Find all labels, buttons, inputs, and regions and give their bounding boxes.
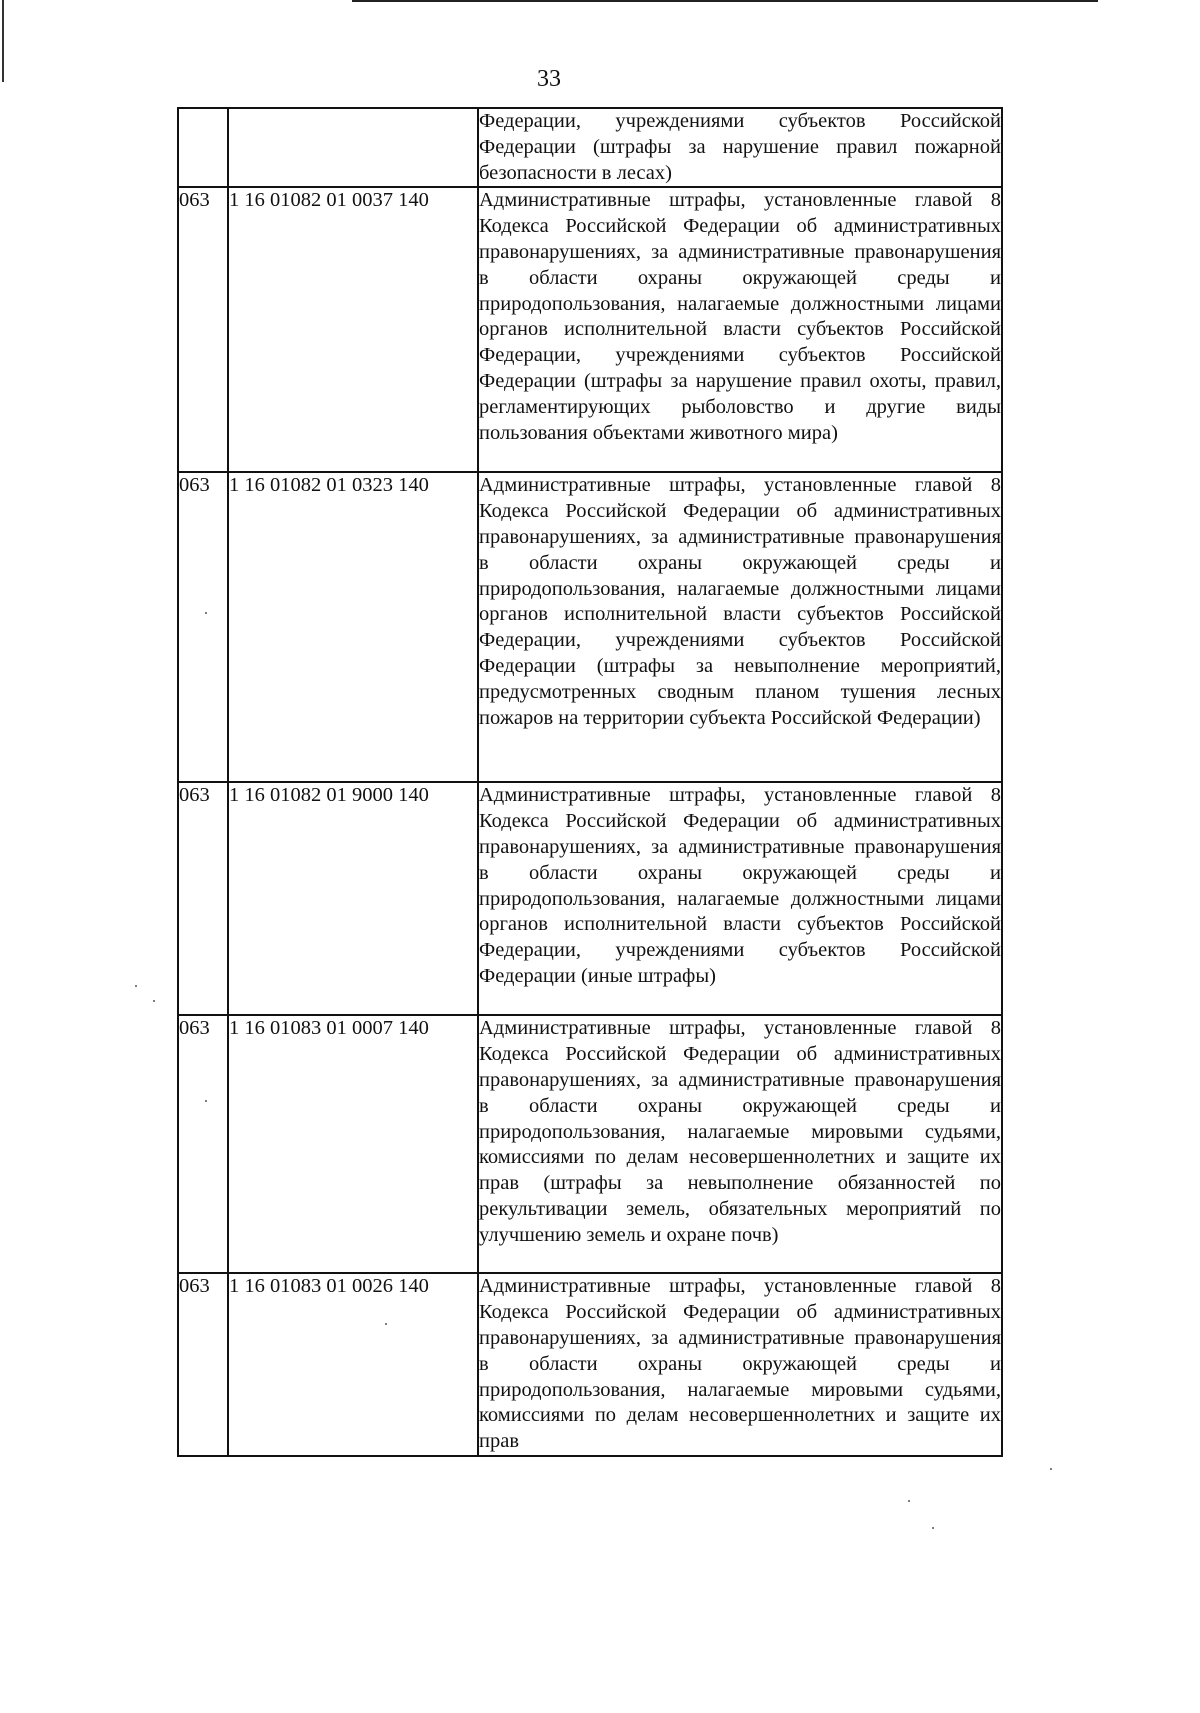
table-row bbox=[178, 187, 1002, 472]
description-text: Федерации, учреждениями субъектов Российской Федерации (штрафы за нарушение правил пожарной безопасности в лесах) bbox=[479, 110, 1001, 184]
scan-speck bbox=[932, 1527, 934, 1529]
admin-code-cell: 063 bbox=[178, 1273, 228, 1456]
table-row bbox=[178, 1273, 1002, 1456]
scan-speck bbox=[135, 985, 137, 987]
description-text: Административные штрафы, установленные главой 8 Кодекса Российской Федерации об административных правонарушениях, за административные правонарушения в области охраны окружающей среды и природопользования, налагаемые мировыми судьями, комиссиями по делам несовершеннолетних и защите их прав bbox=[479, 1275, 1001, 1453]
admin-code-cell: 063 bbox=[178, 782, 228, 1015]
description-text: Административные штрафы, установленные главой 8 Кодекса Российской Федерации об административных правонарушениях, за административные правонарушения в области охраны окружающей среды и природопользования, налагаемые должностными лицами органов исполнительной власти субъектов Российской Федерации, учреждениями субъектов Российской Федерации (штрафы за невыполнение мероприятий, предусмотренных сводным планом тушения лесных пожаров на территории субъекта Российской Федерации) bbox=[479, 474, 1001, 729]
description-text: Административные штрафы, установленные главой 8 Кодекса Российской Федерации об административных правонарушениях, за административные правонарушения в области охраны окружающей среды и природопользования, налагаемые мировыми судьями, комиссиями по делам несовершеннолетних и защите их прав (штрафы за невыполнение обязанностей по рекультивации земель, обязательных мероприятий по улучшению земель и охране почв) bbox=[479, 1017, 1001, 1246]
budget-code-cell bbox=[228, 108, 478, 187]
description-cell bbox=[478, 1015, 1002, 1273]
admin-code-cell: 063 bbox=[178, 187, 228, 472]
description-cell bbox=[478, 108, 1002, 187]
description-cell bbox=[478, 472, 1002, 782]
description-cell bbox=[478, 1273, 1002, 1456]
admin-code-cell: 063 bbox=[178, 1015, 228, 1273]
budget-code-cell: 1 16 01082 01 0323 140 bbox=[228, 472, 478, 782]
budget-code-cell: 1 16 01082 01 9000 140 bbox=[228, 782, 478, 1015]
admin-code-cell bbox=[178, 108, 228, 187]
budget-code-cell: 1 16 01082 01 0037 140 bbox=[228, 187, 478, 472]
table-row bbox=[178, 1015, 1002, 1273]
table-row bbox=[178, 782, 1002, 1015]
admin-code-cell: 063 bbox=[178, 472, 228, 782]
scan-edge-top bbox=[352, 0, 1098, 2]
description-cell bbox=[478, 187, 1002, 472]
scan-speck bbox=[153, 1000, 155, 1002]
scan-speck bbox=[1050, 1468, 1052, 1470]
description-text: Административные штрафы, установленные главой 8 Кодекса Российской Федерации об административных правонарушениях, за административные правонарушения в области охраны окружающей среды и природопользования, налагаемые должностными лицами органов исполнительной власти субъектов Российской Федерации, учреждениями субъектов Российской Федерации (штрафы за нарушение правил охоты, правил, регламентирующих рыболовство и другие виды пользования объектами животного мира) bbox=[479, 189, 1001, 444]
scan-speck bbox=[205, 1100, 207, 1102]
budget-code-cell: 1 16 01083 01 0007 140 bbox=[228, 1015, 478, 1273]
page-number: 33 bbox=[537, 66, 561, 92]
table-row bbox=[178, 472, 1002, 782]
description-cell bbox=[478, 782, 1002, 1015]
scan-speck bbox=[908, 1500, 910, 1502]
description-text: Административные штрафы, установленные главой 8 Кодекса Российской Федерации об административных правонарушениях, за административные правонарушения в области охраны окружающей среды и природопользования, налагаемые должностными лицами органов исполнительной власти субъектов Российской Федерации, учреждениями субъектов Российской Федерации (иные штрафы) bbox=[479, 784, 1001, 987]
scan-speck bbox=[385, 1323, 387, 1325]
budget-code-cell: 1 16 01083 01 0026 140 bbox=[228, 1273, 478, 1456]
scan-speck bbox=[205, 612, 207, 614]
budget-codes-table bbox=[177, 107, 1003, 1457]
table-row bbox=[178, 108, 1002, 187]
